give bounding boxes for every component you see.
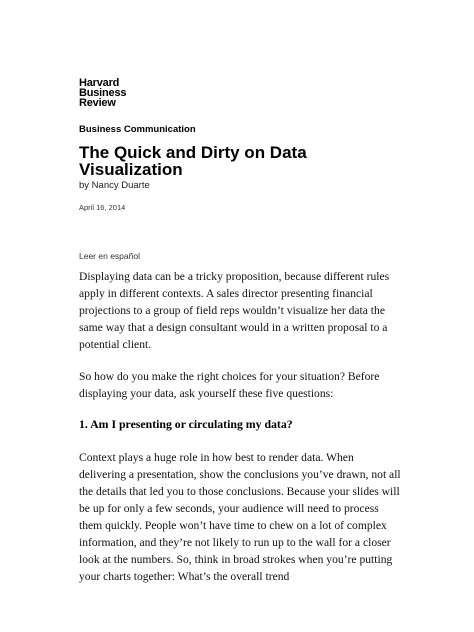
logo-line-business: Business <box>79 87 127 99</box>
article-byline: by Nancy Duarte <box>79 180 150 191</box>
logo-line-harvard: Harvard <box>79 77 120 89</box>
article-title: The Quick and Dirty on Data Visualization <box>79 143 307 179</box>
section-link[interactable]: Business Communication <box>79 124 196 135</box>
language-link[interactable]: Leer en español <box>79 251 140 261</box>
paragraph-2: So how do you make the right choices for your situation? Before displaying your data, ask yourself these five questions: <box>79 370 380 400</box>
section-heading-1: 1. Am I presenting or circulating my data? <box>79 417 293 431</box>
article-page <box>79 77 419 583</box>
article-date: April 16, 2014 <box>79 203 126 212</box>
paragraph-3: Context plays a huge role in how best to render data. When delivering a presentation, show the conclusions you’ve drawn, not all the details that led you to those conclusions. Because your slides will be up for only a few seconds, your audience will need to process them quickly. People won’t have time to chew on a lot of complex information, and they’re not likely to run up to the wall for a closer look at the numbers. So, think in broad strokes when you’re putting your charts together: What’s the overall trend <box>79 451 401 583</box>
paragraph-1: Displaying data can be a tricky proposition, because different rules apply in different contexts. A sales director presenting financial projections to a group of field reps wouldn’t visualize her data the same way that a design consultant would in a written proposal to a potential client. <box>79 270 390 351</box>
hbr-logo[interactable] <box>79 78 419 108</box>
logo-line-review: Review <box>79 97 116 109</box>
